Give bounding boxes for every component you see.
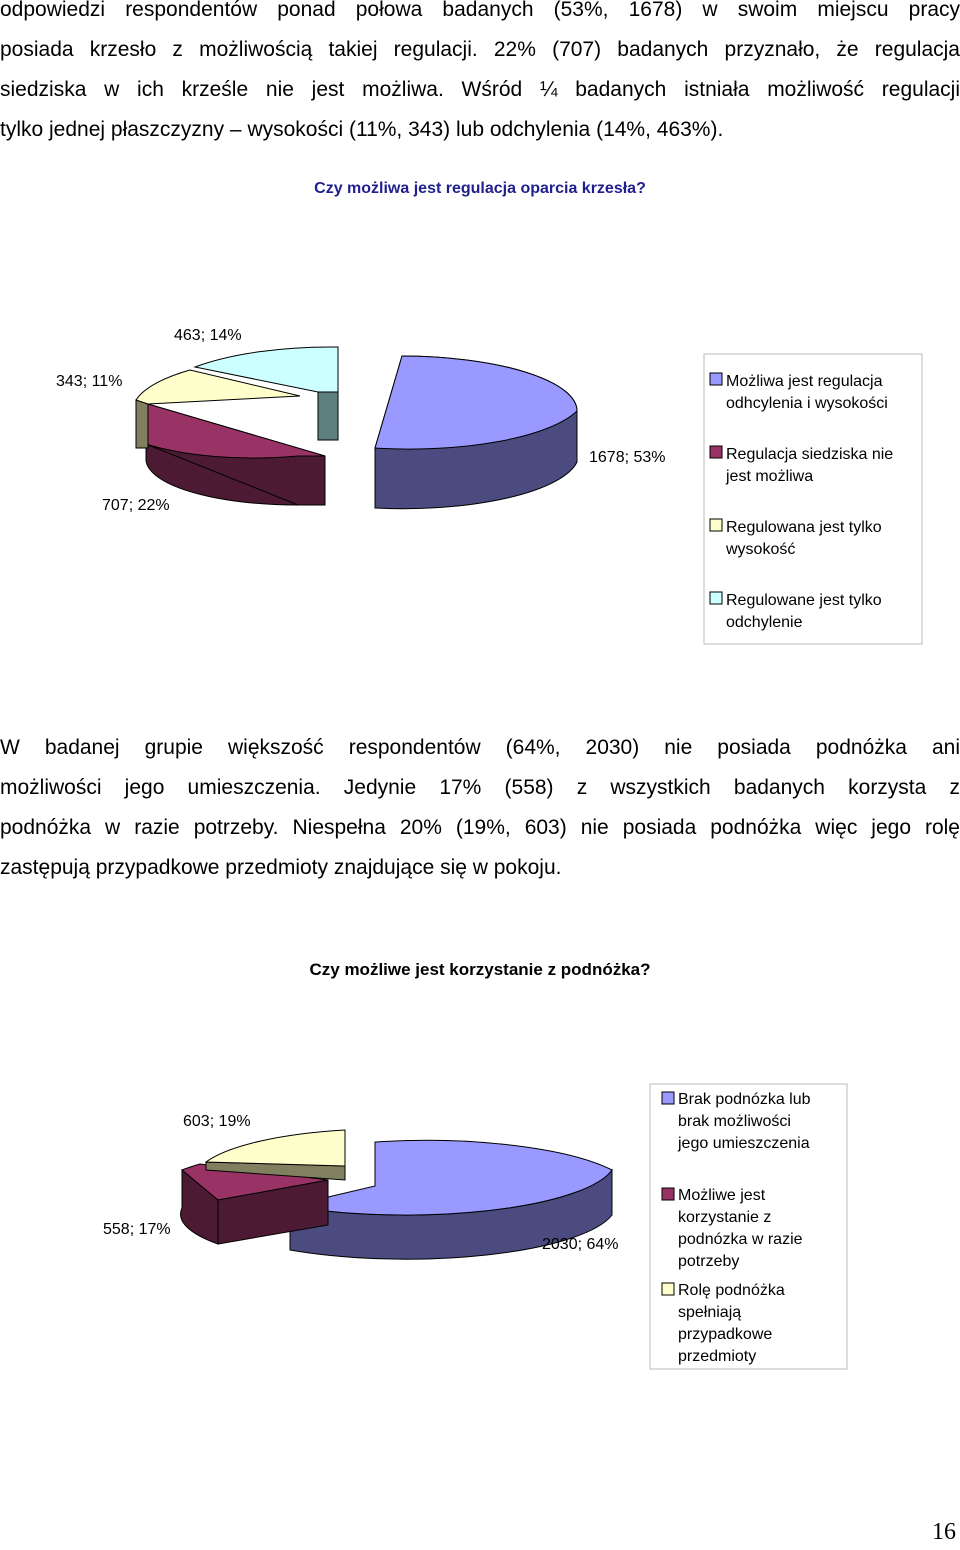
- paragraph-footrest: [0, 728, 960, 888]
- legend-swatch: [662, 1188, 674, 1200]
- legend-label: Rolę podnóżka spełniają przypadkowe przedmioty: [678, 1282, 785, 1365]
- chart1-title: Czy możliwa jest regulacja oparcia krzesła?: [314, 180, 646, 197]
- chart1-legend: [704, 354, 922, 644]
- paragraph-line: odpowiedzi respondentów ponad połowa badanych (53%, 1678) w swoim miejscu pracy: [0, 0, 960, 21]
- page-number: 16: [932, 1519, 956, 1545]
- chart1-label-463: 463; 14%: [174, 327, 242, 344]
- legend-label: Regulowana jest tylko wysokość: [726, 519, 882, 558]
- chart2-label-603: 603; 19%: [183, 1113, 251, 1130]
- paragraph-line: podnóżka w razie potrzeby. Niespełna 20% (19%, 603) nie posiada podnóżka więc jego rolę: [0, 816, 960, 839]
- paragraph-chair-adjustment: [0, 0, 960, 150]
- chart1-label-343: 343; 11%: [56, 373, 123, 390]
- legend-swatch: [710, 519, 722, 531]
- legend-swatch: [662, 1283, 674, 1295]
- paragraph-line: tylko jednej płaszczyzny – wysokości (11%, 343) lub odchylenia (14%, 463%).: [0, 118, 724, 141]
- chart2-label-2030: 2030; 64%: [542, 1236, 619, 1253]
- legend-label: Regulacja siedziska nie jest możliwa: [726, 446, 894, 485]
- legend-label: Regulowane jest tylko odchylenie: [726, 592, 882, 631]
- legend-label: Brak podnózka lub brak możliwości jego umieszczenia: [678, 1091, 811, 1152]
- chart1-label-1678: 1678; 53%: [589, 449, 666, 466]
- legend-label: Możliwe jest korzystanie z podnózka w razie potrzeby: [678, 1187, 803, 1270]
- chart2-legend: [650, 1084, 847, 1369]
- paragraph-line: W badanej grupie większość respondentów (64%, 2030) nie posiada podnóżka ani: [0, 736, 960, 759]
- legend-swatch: [710, 373, 722, 385]
- chart2-title: Czy możliwe jest korzystanie z podnóżka?: [309, 960, 651, 979]
- legend-label: Możliwa jest regulacja odhcylenia i wysokości: [726, 373, 888, 412]
- chart1-pie: [0, 300, 960, 780]
- chart2-label-558: 558; 17%: [103, 1221, 171, 1238]
- chart1-slice-not-possible: [146, 404, 325, 505]
- chart1-slice-adjustable-both: [375, 356, 577, 509]
- chart1-label-707: 707; 22%: [102, 497, 170, 514]
- chart2-pie: [0, 1070, 960, 1410]
- legend-swatch: [710, 446, 722, 458]
- paragraph-line: siedziska w ich krześle nie jest możliwa. Wśród ¼ badanych istniała możliwość regulacji: [0, 78, 960, 101]
- paragraph-line: możliwości jego umieszczenia. Jedynie 17% (558) z wszystkich badanych korzysta z: [0, 776, 960, 799]
- paragraph-line: zastępują przypadkowe przedmioty znajdujące się w pokoju.: [0, 856, 562, 879]
- legend-swatch: [662, 1092, 674, 1104]
- paragraph-line: posiada krzesło z możliwością takiej regulacji. 22% (707) badanych przyznało, że regulacja: [0, 38, 960, 61]
- legend-swatch: [710, 592, 722, 604]
